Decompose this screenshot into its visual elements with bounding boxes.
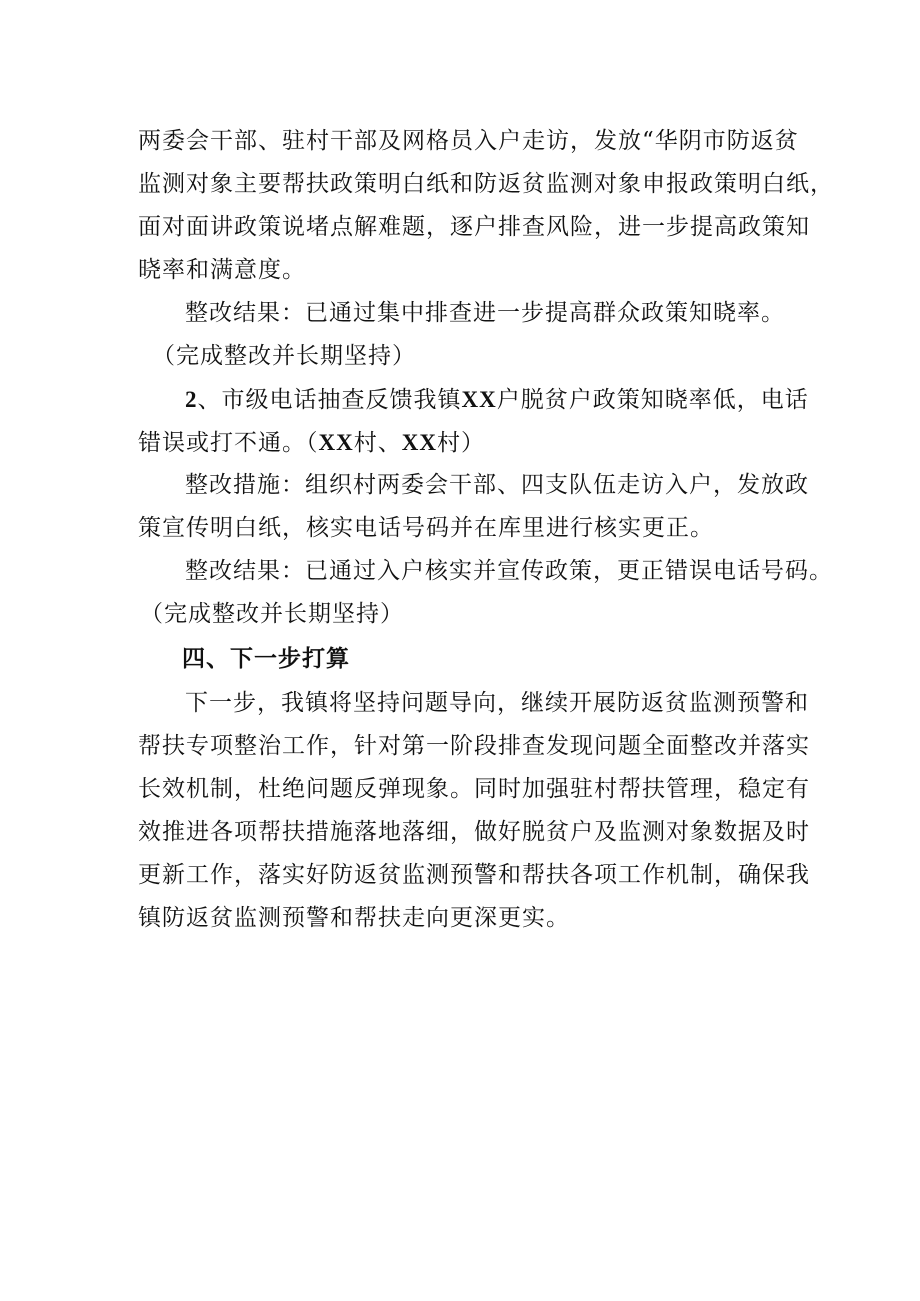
completion-note-1: （完成整改并长期坚持） xyxy=(152,343,416,369)
item-2-number: 2 xyxy=(185,387,198,412)
completion-note-2: （完成整改并长期坚持） xyxy=(140,601,404,627)
item-2-text-b: 户脱贫户政策知晓率低，电话 xyxy=(496,387,809,413)
item-2-line-1 xyxy=(138,378,809,421)
paragraph-line: 面对面讲政策说堵点解难题，逐户排查风险，进一步提高政策知 xyxy=(138,214,810,240)
village-xx-2: XX xyxy=(401,430,437,455)
rectification-result-1: 整改结果：已通过集中排查进一步提高群众政策知晓率。 xyxy=(185,300,785,326)
item-2-line2-b: 村、 xyxy=(353,430,402,456)
document-page xyxy=(138,120,834,940)
item-2-line-2 xyxy=(138,421,798,464)
paragraph-line: 效推进各项帮扶措施落地落细，做好脱贫户及监测对象数据及时 xyxy=(138,819,810,845)
item-2-xx: XX xyxy=(461,387,497,412)
item-2-line2-a: 错误或打不通。（ xyxy=(138,430,319,456)
paragraph-line: 帮扶专项整治工作，针对第一阶段排查发现问题全面整改并落实 xyxy=(138,733,810,759)
paragraph-line: 长效机制，杜绝问题反弹现象。同时加强驻村帮扶管理，稳定有 xyxy=(138,776,810,802)
item-2-line2-c: 村） xyxy=(436,430,485,456)
paragraph-line: 镇防返贫监测预警和帮扶走向更深更实。 xyxy=(138,905,570,931)
paragraph-line: 更新工作，落实好防返贫监测预警和帮扶各项工作机制，确保我 xyxy=(138,862,810,888)
section-heading: 四、下一步打算 xyxy=(182,646,350,672)
rectification-result-2: 整改结果：已通过入户核实并宣传政策，更正错误电话号码。 xyxy=(185,558,833,584)
paragraph-line: 两委会干部、驻村干部及网格员入户走访，发放“华阴市防返贫 xyxy=(138,128,799,154)
village-xx-1: XX xyxy=(318,430,354,455)
rectification-measures-2: 整改措施：组织村两委会干部、四支队伍走访入户，发放政 xyxy=(185,472,809,498)
item-2-text-a: 、市级电话抽查反馈我镇 xyxy=(197,387,462,413)
paragraph-line: 策宣传明白纸，核实电话号码并在库里进行核实更正。 xyxy=(138,515,714,541)
paragraph-line: 下一步，我镇将坚持问题导向，继续开展防返贫监测预警和 xyxy=(185,690,809,716)
paragraph-line: 晓率和满意度。 xyxy=(138,257,306,283)
paragraph-line: 监测对象主要帮扶政策明白纸和防返贫监测对象申报政策明白纸， xyxy=(138,171,834,197)
